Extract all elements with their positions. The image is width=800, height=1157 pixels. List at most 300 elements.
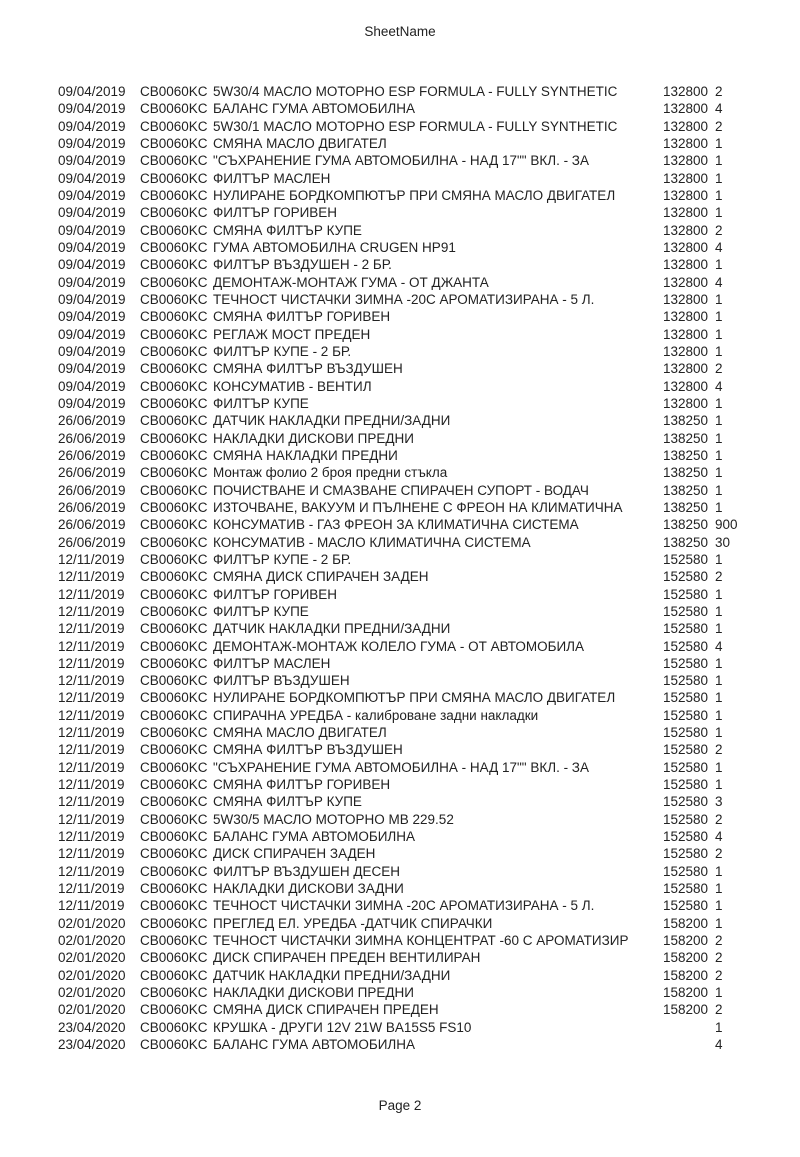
row-vehicle-code: CB0060KC <box>140 881 208 897</box>
row-vehicle-code: CB0060KC <box>140 517 208 533</box>
row-description: ГУМА АВТОМОБИЛНА CRUGEN HP91 <box>213 239 456 255</box>
row-date: 12/11/2019 <box>58 673 125 689</box>
row-quantity: 1 <box>715 499 723 515</box>
row-vehicle-code: CB0060KC <box>140 222 208 238</box>
row-vehicle-code: CB0060KC <box>140 933 208 949</box>
row-date: 23/04/2020 <box>58 1037 126 1053</box>
row-quantity: 900 <box>715 517 738 533</box>
row-mileage: 152580 <box>662 811 708 827</box>
table-row <box>58 464 800 481</box>
table-row <box>58 482 800 499</box>
report-table-body <box>58 83 800 1053</box>
row-vehicle-code: CB0060KC <box>140 170 208 186</box>
row-mileage: 158200 <box>662 950 708 966</box>
row-quantity: 1 <box>715 257 723 273</box>
row-quantity: 1 <box>715 985 723 1001</box>
row-vehicle-code: CB0060KC <box>140 205 208 221</box>
row-vehicle-code: CB0060KC <box>140 829 208 845</box>
row-quantity: 2 <box>715 222 723 238</box>
row-quantity: 1 <box>715 881 723 897</box>
row-mileage: 132800 <box>662 326 708 342</box>
row-date: 26/06/2019 <box>58 482 126 498</box>
row-date: 09/04/2019 <box>58 274 126 290</box>
row-mileage: 132800 <box>662 222 708 238</box>
table-row <box>58 343 800 360</box>
row-description: 5W30/1 МАСЛО МОТОРНО ESP FORMULA - FULLY SYNTHETIC <box>213 118 618 134</box>
row-vehicle-code: CB0060KC <box>140 794 208 810</box>
row-vehicle-code: CB0060KC <box>140 309 208 325</box>
row-quantity: 1 <box>715 395 723 411</box>
table-row <box>58 707 800 724</box>
row-date: 09/04/2019 <box>58 222 126 238</box>
row-description: ДАТЧИК НАКЛАДКИ ПРЕДНИ/ЗАДНИ <box>213 413 451 429</box>
row-date: 02/01/2020 <box>58 967 126 983</box>
table-row <box>58 516 800 533</box>
row-quantity: 1 <box>715 725 723 741</box>
table-row <box>58 256 800 273</box>
row-quantity: 1 <box>715 205 723 221</box>
row-date: 12/11/2019 <box>58 621 125 637</box>
page-title: SheetName <box>364 24 436 39</box>
row-mileage: 152580 <box>662 673 708 689</box>
row-quantity: 3 <box>715 794 723 810</box>
row-quantity: 1 <box>715 465 723 481</box>
row-mileage: 152580 <box>662 794 708 810</box>
row-mileage: 152580 <box>662 846 708 862</box>
table-row <box>58 568 800 585</box>
table-row <box>58 776 800 793</box>
row-mileage: 152580 <box>662 881 708 897</box>
row-date: 02/01/2020 <box>58 1002 126 1018</box>
row-date: 12/11/2019 <box>58 586 125 602</box>
row-date: 26/06/2019 <box>58 447 126 463</box>
row-description: ФИЛТЪР МАСЛЕН <box>213 170 331 186</box>
service-history-table <box>58 83 800 1053</box>
row-date: 12/11/2019 <box>58 846 125 862</box>
table-row <box>58 447 800 464</box>
row-quantity: 30 <box>715 534 731 550</box>
row-quantity: 1 <box>715 621 723 637</box>
row-date: 23/04/2020 <box>58 1019 126 1035</box>
row-date: 12/11/2019 <box>58 603 125 619</box>
row-mileage: 138250 <box>662 499 708 515</box>
row-description: БАЛАНС ГУМА АВТОМОБИЛНА <box>213 1037 416 1053</box>
row-quantity: 1 <box>715 673 723 689</box>
table-row <box>58 915 800 932</box>
table-row <box>58 378 800 395</box>
table-row <box>58 845 800 862</box>
row-vehicle-code: CB0060KC <box>140 898 208 914</box>
row-description: ФИЛТЪР КУПЕ - 2 БР. <box>213 551 352 567</box>
row-vehicle-code: CB0060KC <box>140 101 208 117</box>
row-date: 09/04/2019 <box>58 239 126 255</box>
row-mileage: 132800 <box>662 274 708 290</box>
row-description: ФИЛТЪР ГОРИВЕН <box>213 205 338 221</box>
row-vehicle-code: CB0060KC <box>140 135 208 151</box>
row-mileage: 132800 <box>662 84 708 99</box>
row-vehicle-code: CB0060KC <box>140 187 208 203</box>
row-date: 12/11/2019 <box>58 898 125 914</box>
row-quantity: 1 <box>715 603 723 619</box>
row-date: 09/04/2019 <box>58 205 126 221</box>
row-mileage: 138250 <box>662 517 708 533</box>
row-vehicle-code: CB0060KC <box>140 673 208 689</box>
row-vehicle-code: CB0060KC <box>140 1037 208 1053</box>
row-date: 26/06/2019 <box>58 430 126 446</box>
table-row <box>58 741 800 758</box>
row-description: ФИЛТЪР ГОРИВЕН <box>213 586 338 602</box>
row-description: СПИРАЧНА УРЕДБА - калиброване задни накладки <box>213 707 539 723</box>
row-quantity: 2 <box>715 846 723 862</box>
row-description: КОНСУМАТИВ - МАСЛО КЛИМАТИЧНА СИСТЕМА <box>213 534 531 550</box>
row-description: СМЯНА ФИЛТЪР ВЪЗДУШЕН <box>213 361 403 377</box>
table-row <box>58 274 800 291</box>
table-row <box>58 793 800 810</box>
row-mileage: 132800 <box>662 187 708 203</box>
row-quantity: 1 <box>715 343 723 359</box>
row-quantity: 4 <box>715 101 723 117</box>
row-description: НАКЛАДКИ ДИСКОВИ ЗАДНИ <box>213 881 404 897</box>
row-mileage: 138250 <box>662 413 708 429</box>
row-date: 09/04/2019 <box>58 84 126 99</box>
row-mileage: 132800 <box>662 239 708 255</box>
table-row <box>58 759 800 776</box>
table-row <box>58 118 800 135</box>
row-mileage: 132800 <box>662 309 708 325</box>
row-mileage <box>660 1036 708 1053</box>
row-description: КОНСУМАТИВ - ВЕНТИЛ <box>213 378 372 394</box>
row-quantity: 1 <box>715 777 723 793</box>
row-date: 26/06/2019 <box>58 499 126 515</box>
row-vehicle-code: CB0060KC <box>140 586 208 602</box>
row-quantity: 1 <box>715 135 723 151</box>
row-description: 5W30/4 МАСЛО МОТОРНО ESP FORMULA - FULLY SYNTHETIC <box>213 84 618 99</box>
row-date: 12/11/2019 <box>58 881 125 897</box>
row-vehicle-code: CB0060KC <box>140 274 208 290</box>
table-row <box>58 152 800 169</box>
row-quantity: 1 <box>715 759 723 775</box>
row-date: 09/04/2019 <box>58 361 126 377</box>
row-vehicle-code: CB0060KC <box>140 361 208 377</box>
row-mileage: 152580 <box>662 725 708 741</box>
row-description: ДИСК СПИРАЧЕН ПРЕДЕН ВЕНТИЛИРАН <box>213 950 481 966</box>
row-quantity: 1 <box>715 863 723 879</box>
table-row <box>58 897 800 914</box>
row-date: 12/11/2019 <box>58 725 125 741</box>
row-vehicle-code: CB0060KC <box>140 985 208 1001</box>
row-description: ТЕЧНОСТ ЧИСТАЧКИ ЗИМНА КОНЦЕНТРАТ -60 С АРОМАТИЗИР <box>213 933 629 949</box>
row-mileage: 132800 <box>662 395 708 411</box>
row-description: БАЛАНС ГУМА АВТОМОБИЛНА <box>213 829 416 845</box>
row-description: СМЯНА ДИСК СПИРАЧЕН ПРЕДЕН <box>213 1002 439 1018</box>
row-description: СМЯНА НАКЛАДКИ ПРЕДНИ <box>213 447 398 463</box>
row-vehicle-code: CB0060KC <box>140 846 208 862</box>
table-row <box>58 499 800 516</box>
row-description: ФИЛТЪР ВЪЗДУШЕН ДЕСЕН <box>213 863 400 879</box>
row-description: ДИСК СПИРАЧЕН ЗАДЕН <box>213 846 376 862</box>
row-quantity: 1 <box>715 707 723 723</box>
row-description: ДЕМОНТАЖ-МОНТАЖ КОЛЕЛО ГУМА - ОТ АВТОМОБИЛА <box>213 638 585 654</box>
row-date: 12/11/2019 <box>58 759 125 775</box>
table-row <box>58 689 800 706</box>
row-vehicle-code: CB0060KC <box>140 621 208 637</box>
row-mileage: 158200 <box>662 915 708 931</box>
row-quantity: 2 <box>715 361 723 377</box>
row-quantity: 2 <box>715 950 723 966</box>
row-vehicle-code: CB0060KC <box>140 777 208 793</box>
row-vehicle-code: CB0060KC <box>140 257 208 273</box>
row-vehicle-code: CB0060KC <box>140 378 208 394</box>
row-mileage: 132800 <box>662 118 708 134</box>
row-description: НУЛИРАНЕ БОРДКОМПЮТЪР ПРИ СМЯНА МАСЛО ДВИГАТЕЛ <box>213 187 616 203</box>
row-mileage: 138250 <box>662 465 708 481</box>
row-vehicle-code: CB0060KC <box>140 690 208 706</box>
row-date: 26/06/2019 <box>58 517 126 533</box>
row-description: СМЯНА ФИЛТЪР КУПЕ <box>213 222 362 238</box>
row-quantity: 1 <box>715 551 723 567</box>
row-vehicle-code: CB0060KC <box>140 950 208 966</box>
row-date: 09/04/2019 <box>58 378 126 394</box>
row-quantity: 4 <box>715 239 723 255</box>
row-mileage: 132800 <box>662 378 708 394</box>
row-mileage: 138250 <box>662 447 708 463</box>
row-date: 09/04/2019 <box>58 187 126 203</box>
row-date: 02/01/2020 <box>58 985 126 1001</box>
table-row <box>58 724 800 741</box>
row-description: ПРЕГЛЕД ЕЛ. УРЕДБА -ДАТЧИК СПИРАЧКИ <box>213 915 493 931</box>
row-quantity: 2 <box>715 933 723 949</box>
table-row <box>58 239 800 256</box>
row-mileage: 152580 <box>662 638 708 654</box>
row-mileage: 132800 <box>662 135 708 151</box>
row-description: СМЯНА МАСЛО ДВИГАТЕЛ <box>213 135 387 151</box>
row-quantity: 4 <box>715 1037 723 1053</box>
row-vehicle-code: CB0060KC <box>140 534 208 550</box>
row-vehicle-code: CB0060KC <box>140 725 208 741</box>
row-date: 09/04/2019 <box>58 170 126 186</box>
row-date: 12/11/2019 <box>58 777 125 793</box>
row-vehicle-code: CB0060KC <box>140 863 208 879</box>
row-description: КРУШКА - ДРУГИ 12V 21W BA15S5 FS10 <box>213 1019 472 1035</box>
row-mileage: 152580 <box>662 603 708 619</box>
row-quantity: 1 <box>715 413 723 429</box>
row-vehicle-code: CB0060KC <box>140 1002 208 1018</box>
row-quantity: 2 <box>715 1002 723 1018</box>
row-vehicle-code: CB0060KC <box>140 1019 208 1035</box>
table-row <box>58 83 800 100</box>
table-row <box>58 204 800 221</box>
row-quantity: 4 <box>715 274 723 290</box>
row-quantity: 4 <box>715 829 723 845</box>
table-row <box>58 222 800 239</box>
row-description: ДЕМОНТАЖ-МОНТАЖ ГУМА - ОТ ДЖАНТА <box>213 274 489 290</box>
row-vehicle-code: CB0060KC <box>140 569 208 585</box>
row-vehicle-code: CB0060KC <box>140 915 208 931</box>
table-row <box>58 135 800 152</box>
row-quantity: 1 <box>715 326 723 342</box>
row-mileage: 152580 <box>662 551 708 567</box>
row-quantity: 2 <box>715 967 723 983</box>
row-vehicle-code: CB0060KC <box>140 395 208 411</box>
row-description: "СЪХРАНЕНИЕ ГУМА АВТОМОБИЛНА - НАД 17"" ВКЛ. - ЗА <box>213 153 589 169</box>
row-quantity: 1 <box>715 153 723 169</box>
row-description: "СЪХРАНЕНИЕ ГУМА АВТОМОБИЛНА - НАД 17"" ВКЛ. - ЗА <box>213 759 589 775</box>
row-vehicle-code: CB0060KC <box>140 742 208 758</box>
table-row <box>58 967 800 984</box>
row-vehicle-code: CB0060KC <box>140 482 208 498</box>
row-mileage: 152580 <box>662 655 708 671</box>
row-quantity: 4 <box>715 378 723 394</box>
row-quantity: 2 <box>715 84 723 99</box>
row-mileage: 158200 <box>662 1002 708 1018</box>
row-mileage: 132800 <box>662 101 708 117</box>
row-date: 09/04/2019 <box>58 257 126 273</box>
row-vehicle-code: CB0060KC <box>140 759 208 775</box>
row-mileage: 138250 <box>662 430 708 446</box>
row-mileage: 132800 <box>662 170 708 186</box>
table-row <box>58 291 800 308</box>
table-row <box>58 534 800 551</box>
row-mileage: 132800 <box>662 361 708 377</box>
row-vehicle-code: CB0060KC <box>140 811 208 827</box>
row-quantity: 1 <box>715 430 723 446</box>
row-quantity: 1 <box>715 482 723 498</box>
table-row <box>58 308 800 325</box>
row-date: 26/06/2019 <box>58 413 126 429</box>
row-description: СМЯНА ФИЛТЪР ГОРИВЕН <box>213 309 391 325</box>
table-row <box>58 430 800 447</box>
row-date: 09/04/2019 <box>58 135 126 151</box>
row-mileage: 152580 <box>662 569 708 585</box>
table-row <box>58 100 800 117</box>
table-row <box>58 880 800 897</box>
row-date: 12/11/2019 <box>58 829 125 845</box>
table-row <box>58 1036 800 1053</box>
row-date: 09/04/2019 <box>58 101 126 117</box>
page-number: Page 2 <box>378 1098 422 1113</box>
table-row <box>58 672 800 689</box>
row-vehicle-code: CB0060KC <box>140 465 208 481</box>
row-date: 12/11/2019 <box>58 742 125 758</box>
row-mileage: 132800 <box>662 153 708 169</box>
row-quantity: 1 <box>715 586 723 602</box>
row-vehicle-code: CB0060KC <box>140 967 208 983</box>
row-quantity: 1 <box>715 915 723 931</box>
row-description: ТЕЧНОСТ ЧИСТАЧКИ ЗИМНА -20C АРОМАТИЗИРАНА - 5 Л. <box>213 898 595 914</box>
row-date: 09/04/2019 <box>58 153 126 169</box>
row-quantity: 1 <box>715 170 723 186</box>
row-date: 26/06/2019 <box>58 534 126 550</box>
row-description: ФИЛТЪР КУПЕ <box>213 603 309 619</box>
row-mileage: 152580 <box>662 863 708 879</box>
row-mileage: 132800 <box>662 205 708 221</box>
table-row <box>58 949 800 966</box>
table-row <box>58 863 800 880</box>
row-date: 12/11/2019 <box>58 811 125 827</box>
table-row <box>58 326 800 343</box>
row-mileage: 138250 <box>662 534 708 550</box>
row-description: ФИЛТЪР ВЪЗДУШЕН - 2 БР. <box>213 257 392 273</box>
row-date: 09/04/2019 <box>58 326 126 342</box>
row-vehicle-code: CB0060KC <box>140 707 208 723</box>
table-row <box>58 360 800 377</box>
row-description: ДАТЧИК НАКЛАДКИ ПРЕДНИ/ЗАДНИ <box>213 621 451 637</box>
table-row <box>58 620 800 637</box>
row-quantity: 1 <box>715 291 723 307</box>
row-date: 12/11/2019 <box>58 690 125 706</box>
row-quantity: 2 <box>715 569 723 585</box>
row-description: ФИЛТЪР МАСЛЕН <box>213 655 331 671</box>
row-mileage: 138250 <box>662 482 708 498</box>
row-mileage: 158200 <box>662 933 708 949</box>
row-mileage: 132800 <box>662 257 708 273</box>
row-date: 09/04/2019 <box>58 291 126 307</box>
row-mileage: 158200 <box>662 967 708 983</box>
row-quantity: 1 <box>715 187 723 203</box>
row-mileage: 152580 <box>662 586 708 602</box>
row-description: 5W30/5 МАСЛО МОТОРНО MB 229.52 <box>213 811 454 827</box>
row-mileage: 152580 <box>662 690 708 706</box>
row-vehicle-code: CB0060KC <box>140 655 208 671</box>
row-vehicle-code: CB0060KC <box>140 118 208 134</box>
row-quantity: 1 <box>715 655 723 671</box>
table-row <box>58 984 800 1001</box>
row-quantity: 1 <box>715 898 723 914</box>
row-date: 12/11/2019 <box>58 569 125 585</box>
row-description: ДАТЧИК НАКЛАДКИ ПРЕДНИ/ЗАДНИ <box>213 967 451 983</box>
row-quantity: 2 <box>715 811 723 827</box>
row-vehicle-code: CB0060KC <box>140 84 208 99</box>
row-description: СМЯНА ФИЛТЪР ГОРИВЕН <box>213 777 391 793</box>
row-description: БАЛАНС ГУМА АВТОМОБИЛНА <box>213 101 416 117</box>
row-mileage: 152580 <box>662 707 708 723</box>
row-date: 12/11/2019 <box>58 707 125 723</box>
row-date: 26/06/2019 <box>58 465 126 481</box>
row-description: КОНСУМАТИВ - ГАЗ ФРЕОН ЗА КЛИМАТИЧНА СИСТЕМА <box>213 517 579 533</box>
row-date: 12/11/2019 <box>58 655 125 671</box>
row-vehicle-code: CB0060KC <box>140 638 208 654</box>
row-vehicle-code: CB0060KC <box>140 430 208 446</box>
row-description: СМЯНА ФИЛТЪР КУПЕ <box>213 794 362 810</box>
row-vehicle-code: CB0060KC <box>140 291 208 307</box>
row-date: 09/04/2019 <box>58 395 126 411</box>
row-vehicle-code: CB0060KC <box>140 153 208 169</box>
row-description: НАКЛАДКИ ДИСКОВИ ПРЕДНИ <box>213 430 414 446</box>
row-description: ТЕЧНОСТ ЧИСТАЧКИ ЗИМНА -20C АРОМАТИЗИРАНА - 5 Л. <box>213 291 595 307</box>
row-quantity: 1 <box>715 690 723 706</box>
row-description: ФИЛТЪР КУПЕ - 2 БР. <box>213 343 352 359</box>
row-quantity: 2 <box>715 118 723 134</box>
row-quantity: 1 <box>715 1019 723 1035</box>
row-vehicle-code: CB0060KC <box>140 551 208 567</box>
table-row <box>58 603 800 620</box>
table-row <box>58 187 800 204</box>
row-description: НАКЛАДКИ ДИСКОВИ ПРЕДНИ <box>213 985 414 1001</box>
table-row <box>58 655 800 672</box>
row-vehicle-code: CB0060KC <box>140 499 208 515</box>
row-vehicle-code: CB0060KC <box>140 413 208 429</box>
row-description: ИЗТОЧВАНЕ, ВАКУУМ И ПЪЛНЕНЕ С ФРЕОН НА КЛИМАТИЧНА <box>213 499 623 515</box>
row-quantity: 2 <box>715 742 723 758</box>
row-description: СМЯНА ДИСК СПИРАЧЕН ЗАДЕН <box>213 569 429 585</box>
table-row <box>58 811 800 828</box>
row-date: 12/11/2019 <box>58 863 125 879</box>
row-description: РЕГЛАЖ МОСТ ПРЕДЕН <box>213 326 371 342</box>
row-description: ФИЛТЪР КУПЕ <box>213 395 309 411</box>
row-vehicle-code: CB0060KC <box>140 326 208 342</box>
row-quantity: 1 <box>715 309 723 325</box>
row-mileage: 152580 <box>662 621 708 637</box>
